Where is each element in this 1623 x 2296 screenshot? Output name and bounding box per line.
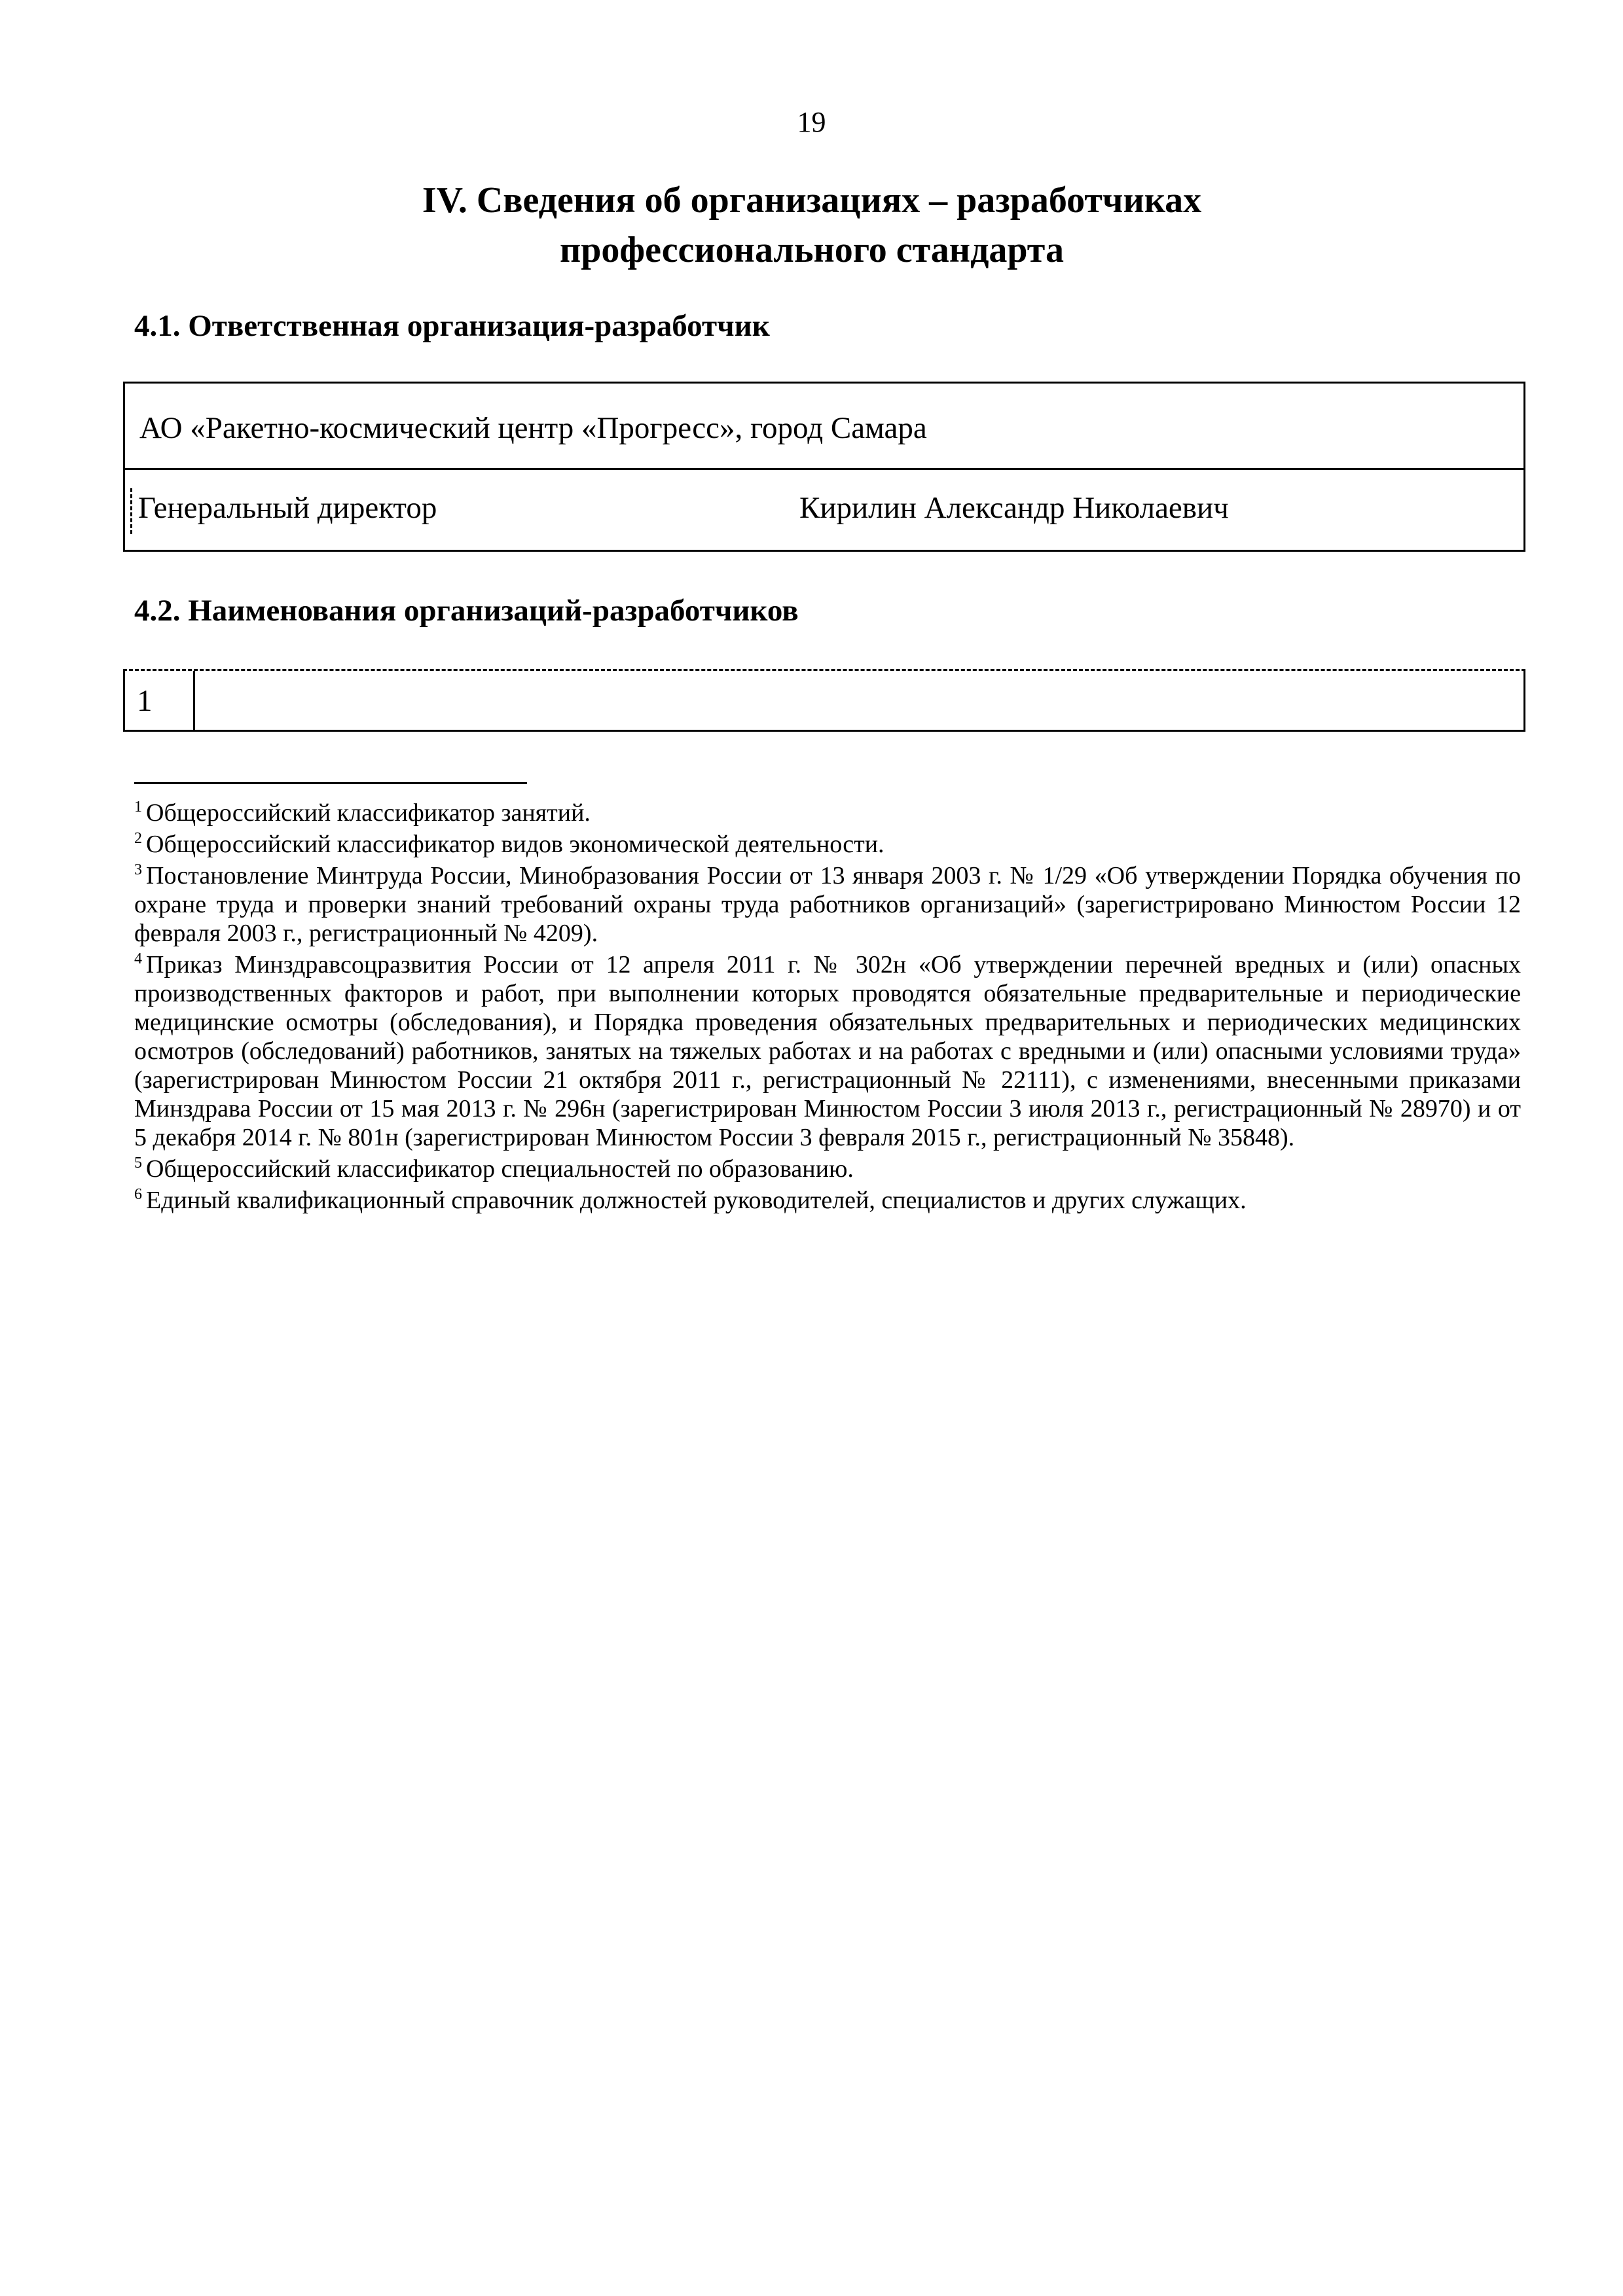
page-number: 19 xyxy=(797,106,826,138)
footnote xyxy=(134,861,1521,948)
section-title-line-2: профессионального стандарта xyxy=(560,230,1064,270)
dashed-border xyxy=(130,488,132,534)
org-name: АО «Ракетно-космический центр «Прогресс», город Самара xyxy=(139,411,927,445)
footnote xyxy=(134,1186,1521,1215)
developer-row-number: 1 xyxy=(137,684,153,718)
footnote xyxy=(134,1155,1521,1183)
footnote-number: 2 xyxy=(134,830,142,847)
footnotes xyxy=(134,798,1521,1217)
footnote-text: Общероссийский классификатор специальностей по образованию. xyxy=(146,1155,854,1183)
footnote-number: 5 xyxy=(134,1155,142,1172)
column-divider xyxy=(193,671,195,730)
footnote xyxy=(134,950,1521,1152)
footnote-number: 4 xyxy=(134,950,142,967)
footnote xyxy=(134,798,1521,827)
responsible-org-heading: 4.1. Ответственная организация-разработчик xyxy=(134,309,770,343)
footnote-text: Общероссийский классификатор занятий. xyxy=(146,799,591,827)
org-name-row xyxy=(125,384,1523,470)
head-name: Кирилин Александр Николаевич xyxy=(799,491,1229,525)
org-head-row xyxy=(125,470,1523,550)
developer-orgs-table xyxy=(123,669,1525,732)
footnote-number: 3 xyxy=(134,861,142,878)
developer-orgs-heading: 4.2. Наименования организаций-разработчиков xyxy=(134,594,799,628)
section-title xyxy=(196,175,1427,275)
footnote-number: 6 xyxy=(134,1186,142,1203)
footnote-text: Постановление Минтруда России, Минобразования России от 13 января 2003 г. № 1/29 «Об утверждении Порядка обучения по охране труда и проверки знаний требований охраны труда работников организаций» (зарегистрировано Минюстом России 12 февраля 2003 г., регистрационный № 4209). xyxy=(134,862,1521,947)
section-title-line-1: IV. Сведения об организациях – разработчиках xyxy=(422,180,1202,221)
footnote-separator xyxy=(134,782,527,784)
footnote-number: 1 xyxy=(134,798,142,816)
responsible-org-table xyxy=(123,382,1525,552)
footnote-text: Общероссийский классификатор видов экономической деятельности. xyxy=(146,831,884,858)
footnote xyxy=(134,830,1521,859)
head-position: Генеральный директор xyxy=(138,491,437,525)
footnote-text: Единый квалификационный справочник должностей руководителей, специалистов и других служащих. xyxy=(146,1187,1247,1214)
footnote-text: Приказ Минздравсоцразвития России от 12 апреля 2011 г. № 302н «Об утверждении перечней вредных и (или) опасных производственных факторов и работ, при выполнении которых проводятся обязательные предварительные и периодические медицинские осмотры (обследования), и Порядка проведения обязательных предварительных и периодических медицинских осмотров (обследований) работников, занятых на тяжелых работах и на работах с вредными и (или) опасными условиями труда» (зарегистрирован Минюстом России 21 октября 2011 г., регистрационный № 22111), с изменениями, внесенными приказами Минздрава России от 15 мая 2013 г. № 296н (зарегистрирован Минюстом России 3 июля 2013 г., регистрационный № 28970) и от 5 декабря 2014 г. № 801н (зарегистрирован Минюстом России 3 февраля 2015 г., регистрационный № 35848). xyxy=(134,951,1521,1151)
